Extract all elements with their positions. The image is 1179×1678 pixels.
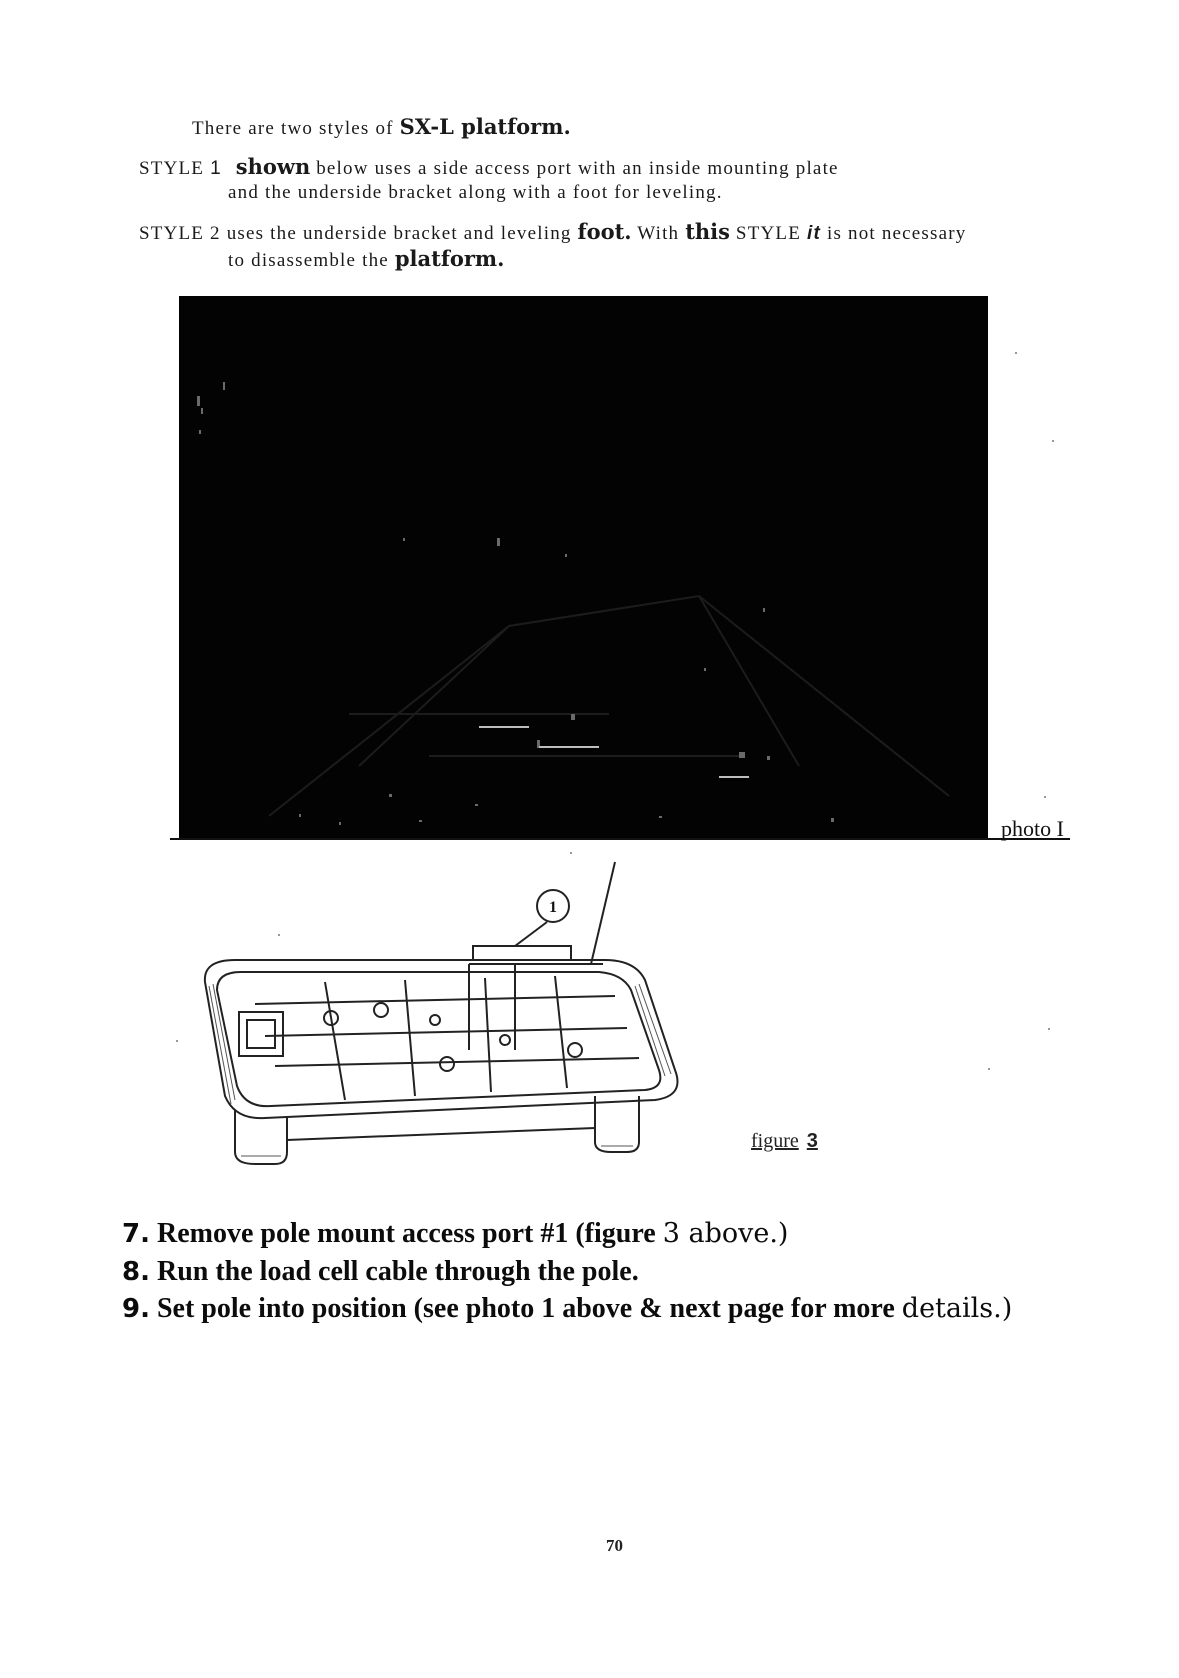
step-7-text: Remove pole mount access port #1 (figure: [149, 1218, 663, 1249]
intro-line-1-text: There are two styles of: [192, 118, 400, 139]
style-2-with: With: [631, 223, 686, 244]
style-2-text: STYLE 2 uses the underside bracket and leveling: [139, 223, 578, 244]
step-9-number: 9.: [122, 1294, 150, 1324]
style-2-line: [139, 219, 966, 245]
step-8-number: 8.: [122, 1257, 150, 1287]
scan-speck: [1048, 1028, 1050, 1030]
style-2-line-2-text: to disassemble the: [228, 250, 395, 271]
scan-speck: [1052, 440, 1054, 442]
style-2-line-2: [228, 246, 504, 272]
figure-caption-number: 3: [806, 1130, 818, 1152]
style-1-label: STYLE: [139, 158, 205, 179]
scan-speck: [278, 934, 280, 936]
scan-speck: [988, 1068, 990, 1070]
style-2-style-word: STYLE: [729, 223, 807, 244]
photo-1-image: [179, 296, 988, 838]
step-9: [122, 1293, 1012, 1325]
figure-3: [195, 860, 715, 1190]
scan-speck: [1044, 796, 1046, 798]
figure-caption: [751, 1130, 818, 1153]
callout-number: 1: [549, 899, 557, 916]
step-7: [122, 1218, 788, 1250]
step-7-tail: above.): [679, 1218, 789, 1249]
style-1-number: 1: [210, 158, 222, 179]
style-1-line: [139, 154, 839, 180]
step-7-figure-ref: 3: [662, 1218, 680, 1249]
style-2-this: this: [685, 219, 730, 244]
style-2-line-2-platform: platform.: [394, 246, 505, 271]
page-number: 70: [606, 1536, 623, 1555]
style-1-line-2: and the underside bracket along with a foot for leveling.: [228, 182, 723, 203]
photo-1: [179, 296, 988, 838]
intro-line-1-model: SX-L platform.: [399, 114, 571, 139]
photo-baseline: [170, 838, 1070, 840]
step-9-tail: details.): [901, 1293, 1013, 1324]
step-7-number: 7.: [122, 1219, 150, 1249]
style-2-rest: is not necessary: [821, 223, 967, 244]
photo-label: photo I: [1001, 816, 1064, 841]
step-9-text: Set pole into position (see photo 1 above & next page for more: [149, 1293, 902, 1324]
intro-line-1: [192, 114, 571, 140]
style-2-it: it: [807, 223, 822, 244]
platform-drawing: [195, 860, 715, 1190]
scan-speck: [1015, 352, 1017, 354]
style-1-shown: shown: [235, 154, 311, 179]
figure-caption-word: figure: [751, 1130, 799, 1152]
step-8-text: Run the load cell cable through the pole.: [149, 1256, 639, 1287]
style-1-description: below uses a side access port with an inside mounting plate: [310, 158, 839, 179]
scan-speck: [570, 852, 572, 854]
scan-speck: [176, 1040, 178, 1042]
style-2-foot: foot.: [577, 219, 632, 244]
step-8: [122, 1256, 639, 1288]
